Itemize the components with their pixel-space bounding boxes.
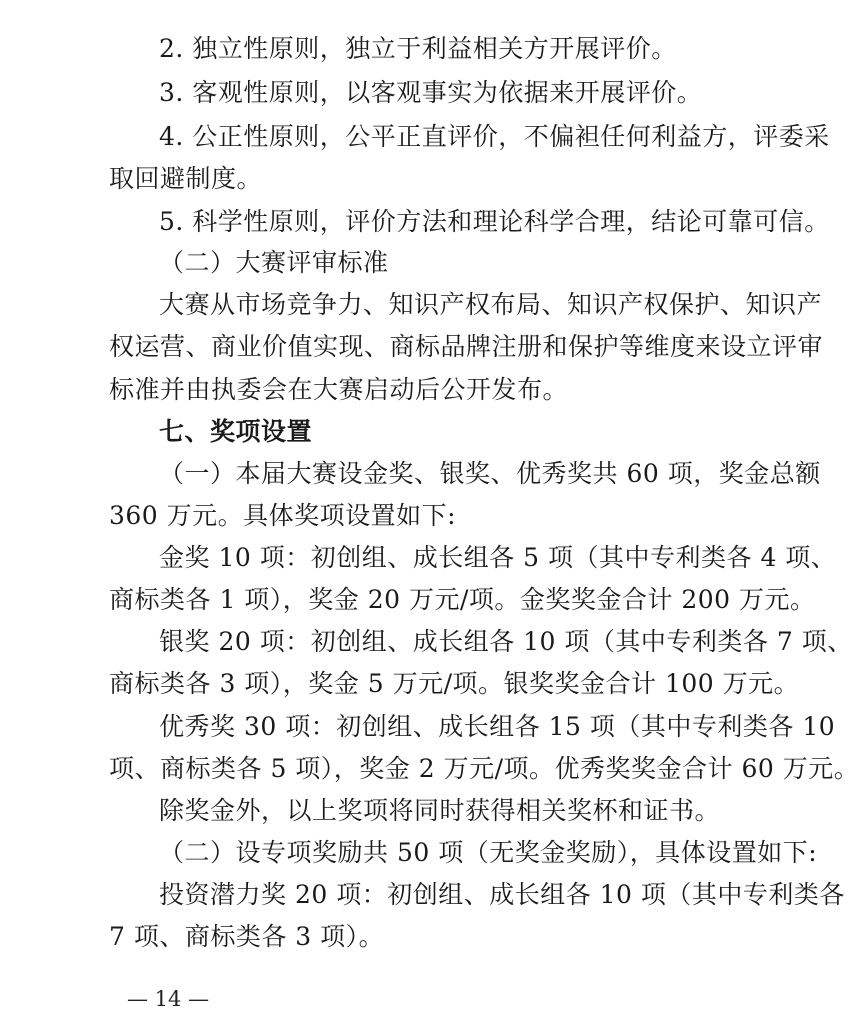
subheading-review-criteria: （二）大赛评审标准 — [159, 248, 389, 277]
excellence-award-line-1: 优秀奖 30 项：初创组、成长组各 15 项（其中专利类各 10 — [159, 712, 836, 741]
criteria-paragraph-line-1: 大赛从市场竞争力、知识产权布局、知识产权保护、知识产 — [159, 290, 823, 319]
page-number: — 14 — — [127, 987, 210, 1011]
principle-objectivity: 3. 客观性原则，以客观事实为依据来开展评价。 — [159, 78, 703, 107]
investment-award-line-1: 投资潜力奖 20 项：初创组、成长组各 10 项（其中专利类各 — [159, 880, 845, 909]
excellence-award-line-2: 项、商标类各 5 项），奖金 2 万元/项。优秀奖奖金合计 60 万元。 — [109, 754, 860, 783]
special-awards-intro: （二）设专项奖励共 50 项（无奖金奖励），具体设置如下: — [159, 838, 818, 867]
investment-award-line-2: 7 项、商标类各 3 项）。 — [109, 922, 385, 951]
awards-overview-line-2: 360 万元。具体奖项设置如下: — [109, 501, 457, 530]
principle-fairness: 4. 公正性原则，公平正直评价，不偏袒任何利益方，评委采 — [159, 122, 830, 151]
gold-award-line-1: 金奖 10 项：初创组、成长组各 5 项（其中专利类各 4 项、 — [159, 543, 837, 572]
section-heading-awards: 七、奖项设置 — [159, 417, 313, 446]
criteria-paragraph-line-3: 标准并由执委会在大赛启动后公开发布。 — [109, 375, 569, 404]
criteria-paragraph-line-2: 权运营、商业价值实现、商标品牌注册和保护等维度来设立评审 — [109, 332, 824, 361]
silver-award-line-1: 银奖 20 项：初创组、成长组各 10 项（其中专利类各 7 项、 — [159, 627, 853, 656]
trophy-note: 除奖金外，以上奖项将同时获得相关奖杯和证书。 — [159, 796, 721, 825]
awards-overview-line-1: （一）本届大赛设金奖、银奖、优秀奖共 60 项，奖金总额 — [159, 459, 821, 488]
principle-scientific: 5. 科学性原则，评价方法和理论科学合理，结论可靠可信。 — [159, 207, 830, 236]
principle-fairness-cont: 取回避制度。 — [109, 164, 263, 193]
silver-award-line-2: 商标类各 3 项），奖金 5 万元/项。银奖奖金合计 100 万元。 — [109, 669, 800, 698]
gold-award-line-2: 商标类各 1 项），奖金 20 万元/项。金奖奖金合计 200 万元。 — [109, 585, 816, 614]
principle-independence: 2. 独立性原则，独立于利益相关方开展评价。 — [159, 34, 677, 63]
